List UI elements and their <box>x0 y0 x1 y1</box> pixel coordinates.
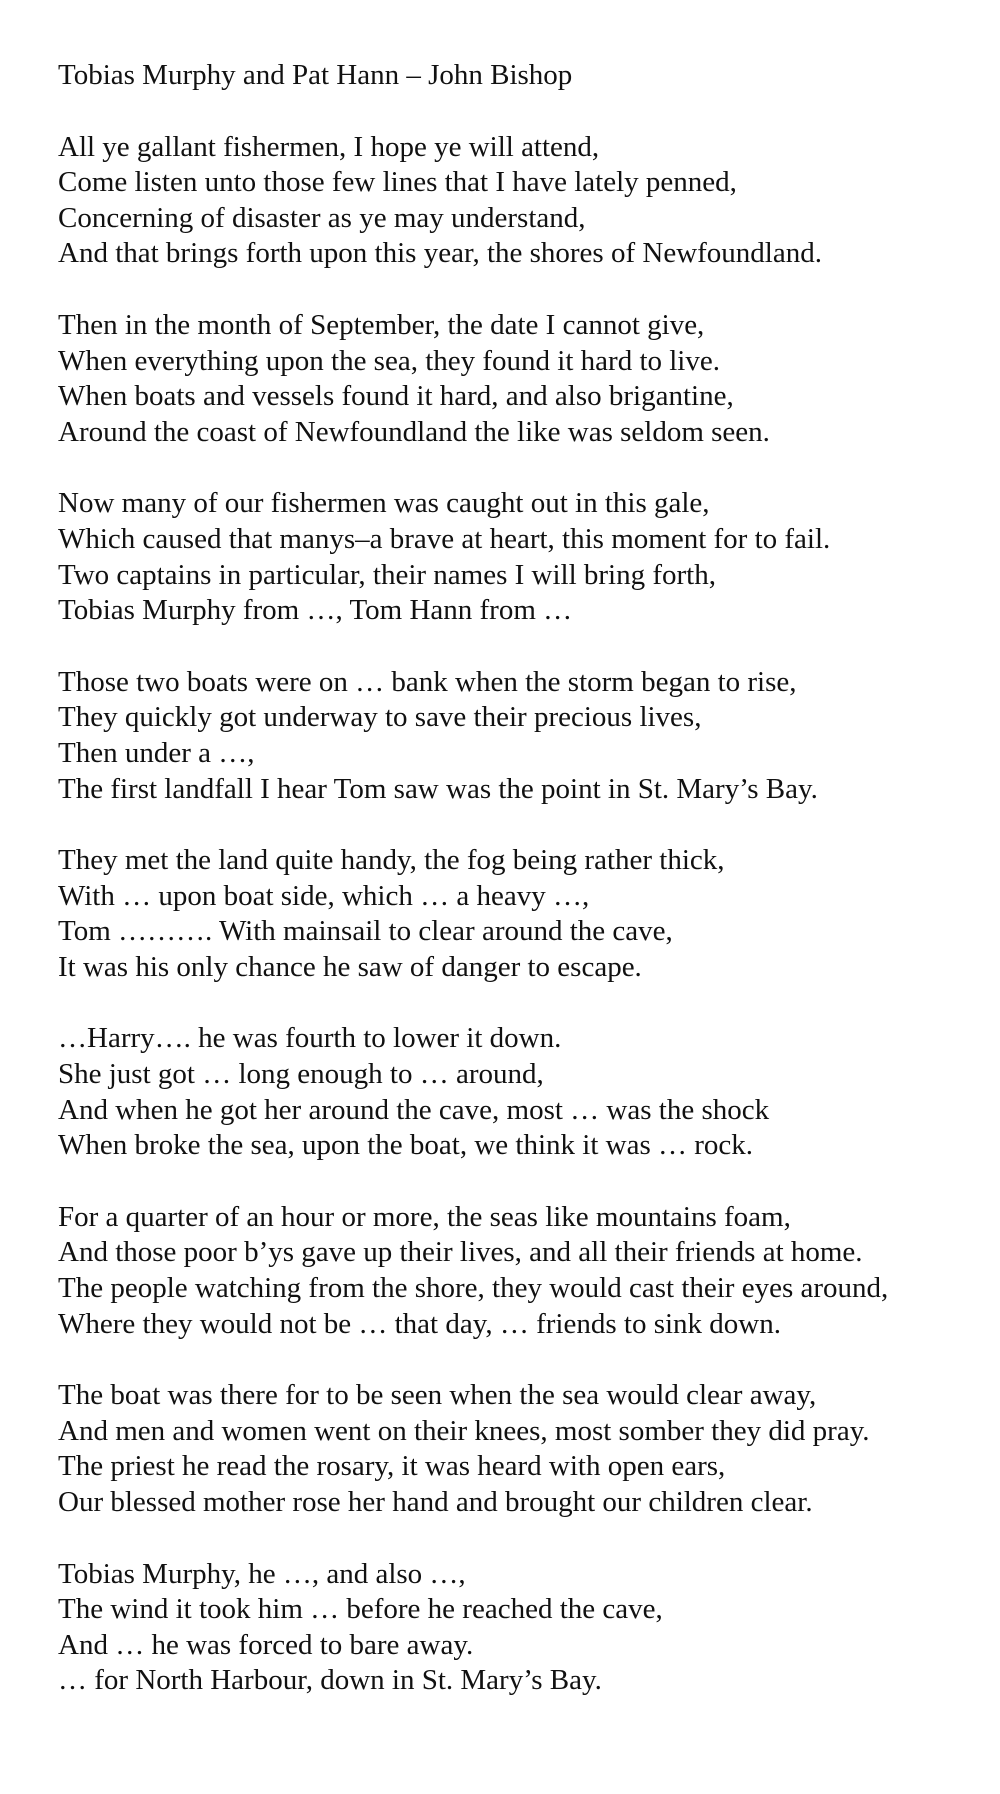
poem-line: The boat was there for to be seen when the sea would clear away, <box>58 1379 817 1412</box>
poem-line: When broke the sea, upon the boat, we think it was … rock. <box>58 1129 754 1162</box>
poem-line: Then under a …, <box>58 736 255 769</box>
poem-line: Concerning of disaster as ye may understand, <box>58 201 586 234</box>
poem-line: And those poor b’ys gave up their lives, and all their friends at home. <box>58 1236 863 1269</box>
poem-line: Where they would not be … that day, … friends to sink down. <box>58 1307 781 1340</box>
poem-line: Tobias Murphy, he …, and also …, <box>58 1557 466 1590</box>
poem-line: Come listen unto those few lines that I have lately penned, <box>58 166 737 199</box>
stanza-3 <box>58 486 988 628</box>
poem-line: All ye gallant fishermen, I hope ye will attend, <box>58 130 600 163</box>
poem-line: When everything upon the sea, they found it hard to live. <box>58 344 720 377</box>
poem-line: When boats and vessels found it hard, and also brigantine, <box>58 380 734 413</box>
poem-line: Tobias Murphy from …, Tom Hann from … <box>58 594 573 627</box>
document-page <box>58 58 988 1735</box>
poem-title: Tobias Murphy and Pat Hann – John Bishop <box>58 59 573 91</box>
poem-line: … for North Harbour, down in St. Mary’s Bay. <box>58 1664 602 1697</box>
poem-line: Around the coast of Newfoundland the like was seldom seen. <box>58 415 770 448</box>
poem-line: Our blessed mother rose her hand and brought our children clear. <box>58 1486 813 1518</box>
poem-line: The wind it took him … before he reached the cave, <box>58 1593 663 1626</box>
stanza-4 <box>58 665 988 807</box>
poem-line: The people watching from the shore, they would cast their eyes around, <box>58 1272 889 1305</box>
stanza-2 <box>58 308 988 450</box>
poem-line: And that brings forth upon this year, the shores of Newfoundland. <box>58 237 822 270</box>
poem-line: Two captains in particular, their names I will bring forth, <box>58 558 716 591</box>
poem-line: Tom ………. With mainsail to clear around the cave, <box>58 915 673 948</box>
poem-line: And men and women went on their knees, most somber they did pray. <box>58 1414 870 1447</box>
poem-line: With … upon boat side, which … a heavy …, <box>58 879 590 912</box>
poem-line: It was his only chance he saw of danger to escape. <box>58 950 642 983</box>
poem-line: She just got … long enough to … around, <box>58 1058 544 1091</box>
poem-line: Those two boats were on … bank when the storm began to rise, <box>58 665 797 698</box>
stanza-6 <box>58 1021 988 1163</box>
poem-line: And … he was forced to bare away. <box>58 1628 474 1661</box>
stanza-8 <box>58 1378 988 1520</box>
poem-line: For a quarter of an hour or more, the seas like mountains foam, <box>58 1200 791 1233</box>
poem-line: The first landfall I hear Tom saw was the point in St. Mary’s Bay. <box>58 772 818 805</box>
stanza-1 <box>58 130 988 272</box>
poem-line: They met the land quite handy, the fog being rather thick, <box>58 844 725 877</box>
poem-line: They quickly got underway to save their precious lives, <box>58 701 702 734</box>
stanza-9 <box>58 1557 988 1699</box>
stanza-7 <box>58 1200 988 1342</box>
stanza-5 <box>58 843 988 985</box>
poem-line: …Harry…. he was fourth to lower it down. <box>58 1022 562 1055</box>
poem-line: Now many of our fishermen was caught out in this gale, <box>58 487 710 520</box>
poem-line: And when he got her around the cave, most … was the shock <box>58 1093 770 1126</box>
poem-line: The priest he read the rosary, it was heard with open ears, <box>58 1450 726 1483</box>
poem-line: Which caused that manys–a brave at heart, this moment for to fail. <box>58 522 831 555</box>
poem-line: Then in the month of September, the date I cannot give, <box>58 308 705 341</box>
